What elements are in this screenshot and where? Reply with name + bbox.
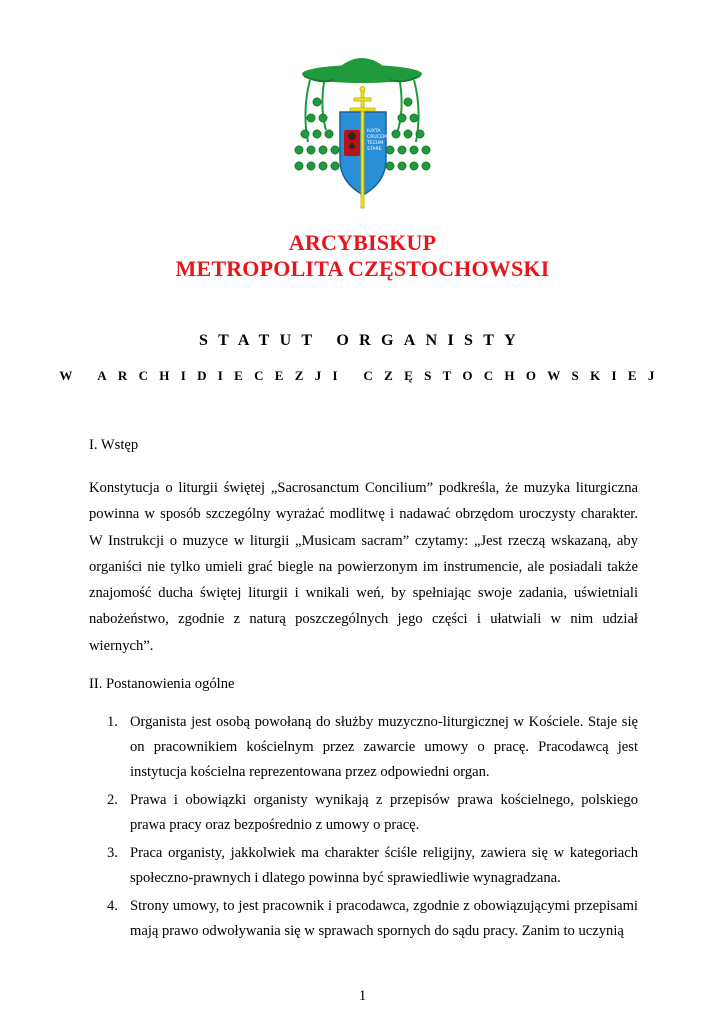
list-item-text: Strony umowy, to jest pracownik i pracodawca, zgodnie z obowiązującymi przepisami mają prawo odwoływania się w sprawach spornych do sądu pracy. Zanim to uczynią: [130, 898, 638, 939]
list-item-text: Praca organisty, jakkolwiek ma charakter ściśle religijny, zawiera się w kategoriach społeczno-prawnych i dlatego powinna być sprawiedliwie wynagradzana.: [130, 845, 638, 886]
header-title-line2: METROPOLITA CZĘSTOCHOWSKI: [175, 256, 550, 281]
section-heading-general-provisions: II. Postanowienia ogólne: [89, 676, 235, 692]
list-item: [89, 841, 638, 891]
list-item-text: Prawa i obowiązki organisty wynikają z przepisów prawa kościelnego, polskiego prawa pracy oraz bezpośrednio z umowy o pracę.: [130, 792, 638, 833]
list-item: [89, 788, 638, 838]
list-item-text: Organista jest osobą powołaną do służby muzyczno-liturgicznej w Kościele. Staje się on pracownikiem kościelnym przez zawarcie umowy o pracę. Pracodawcą jest instytucja kościelna reprezentowana przez odpowiedni organ.: [130, 714, 638, 780]
coat-of-arms: [290, 50, 435, 210]
introduction-paragraph: Konstytucja o liturgii świętej „Sacrosanctum Concilium” podkreśla, że muzyka liturgiczna powinna w sposób szczególny wyrażać modlitwę i nadawać obrzędom uroczysty charakter. W Instrukcji o muzyce w liturgii „Musicam sacram” czytamy: „Jest rzeczą wskazaną, aby organiści nie tylko umieli grać biegle na powierzonym im instrumencie, ale posiadali także znajomość ducha świętej liturgii i wnikali weń, by spełniając swoje zadania, uświetniali nabożeństwo, zgodnie z naturą poszczególnych jego części i ułatwiali w nim udział wiernych”.: [89, 480, 638, 654]
svg-text:STARE: STARE: [367, 147, 382, 152]
document-title: STATUT ORGANISTY: [198, 332, 527, 349]
list-item-number: 1.: [107, 714, 118, 730]
svg-text:CRUCEM: CRUCEM: [367, 135, 387, 140]
list-item-number: 4.: [107, 898, 118, 914]
document-subtitle: W ARCHIDIECEZJI CZĘSTOCHOWSKIEJ: [59, 368, 666, 383]
list-item: [89, 710, 638, 785]
section-heading-introduction: I. Wstęp: [89, 437, 139, 453]
provisions-list: [89, 710, 638, 947]
list-item-number: 2.: [107, 792, 118, 808]
galero-hat-icon: [302, 58, 422, 83]
madonna-image-icon: [344, 130, 360, 156]
page-number: 1: [358, 988, 367, 1004]
svg-text:TECUM: TECUM: [367, 141, 384, 146]
list-item: [89, 894, 638, 944]
header-title-line1: ARCYBISKUP: [288, 230, 437, 255]
svg-text:IUXTA: IUXTA: [367, 129, 381, 134]
list-item-number: 3.: [107, 845, 118, 861]
